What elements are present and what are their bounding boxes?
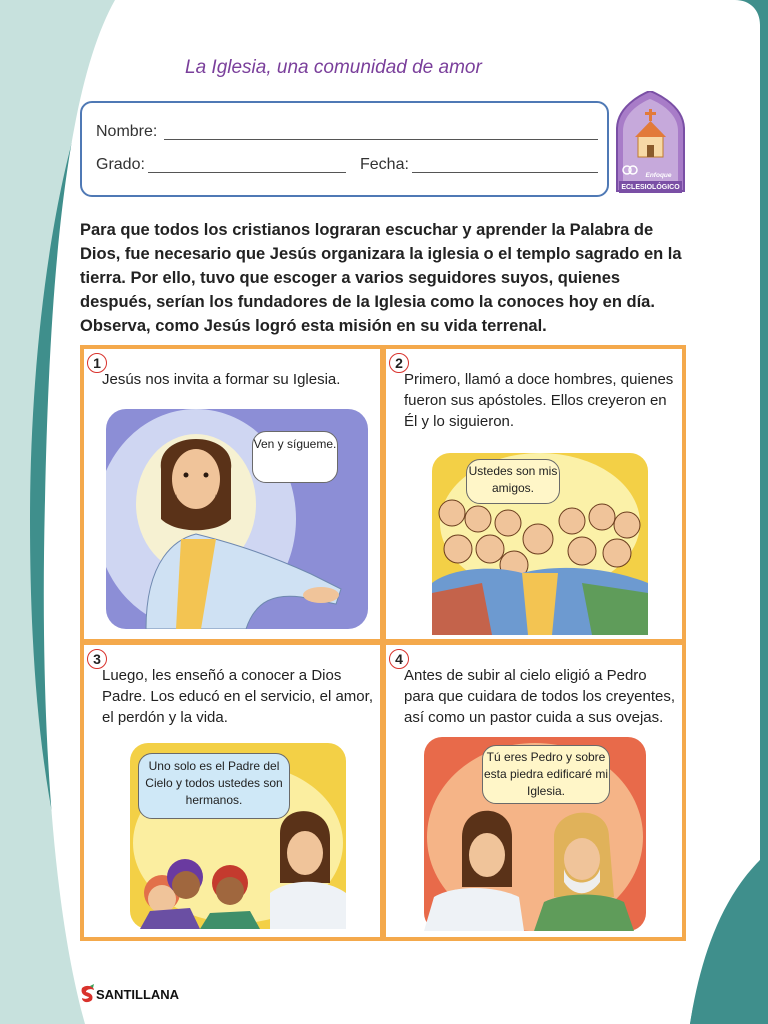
comic-grid [80, 345, 686, 941]
santillana-logo-icon [80, 984, 96, 1004]
worksheet-title: La Iglesia, una comunidad de amor [185, 57, 482, 78]
fecha-label: Fecha: [360, 156, 409, 173]
badge-line2: ECLESIOLÓGICO [621, 184, 680, 191]
panel-text: Luego, les enseñó a conocer a Dios Padre. Los educó en el servicio, el amor, el perdón y la vida. [102, 667, 373, 726]
panel-number: 4 [389, 649, 409, 669]
grado-field[interactable] [148, 172, 346, 173]
intro-paragraph: Para que todos los cristianos lograran escuchar y aprender la Palabra de Dios, fue necesario que Jesús organizara la iglesia o el templo sagrado en la tierra. Por ello, tuvo que escoger a varios seguidores suyos, quienes después, serían los fundadores de la Iglesia como la conoces hoy en día. Observa, como Jesús logró esta misión en su vida terrenal. [80, 221, 682, 335]
grado-label: Grado: [96, 156, 145, 173]
church-icon [613, 91, 688, 197]
speech-bubble: Ustedes son mis amigos. [466, 459, 560, 504]
panel-3 [84, 645, 380, 937]
panel-number: 2 [389, 353, 409, 373]
panel-text: Jesús nos invita a formar su Iglesia. [102, 371, 341, 388]
speech-bubble: Tú eres Pedro y sobre esta piedra edificaré mi Iglesia. [482, 745, 610, 804]
nombre-label: Nombre: [96, 123, 158, 140]
student-info-box [80, 101, 609, 197]
fecha-field[interactable] [412, 172, 598, 173]
speech-bubble: Uno solo es el Padre del Cielo y todos ustedes son hermanos. [138, 753, 290, 819]
panel-4 [386, 645, 682, 937]
publisher-name: SANTILLANA [96, 987, 180, 1002]
panel-number: 1 [87, 353, 107, 373]
eclesiologico-badge [613, 91, 688, 197]
speech-bubble: Ven y sígueme. [252, 431, 338, 483]
panel-1 [84, 349, 380, 639]
nombre-field[interactable] [164, 139, 598, 140]
panel-text: Antes de subir al cielo eligió a Pedro para que cuidara de todos los creyentes, así como un pastor cuida a sus ovejas. [404, 667, 676, 726]
badge-line1: Enfoque [645, 172, 672, 179]
panel-text: Primero, llamó a doce hombres, quienes fueron sus apóstoles. Ellos creyeron en Él y lo siguieron. [404, 371, 674, 430]
panel-number: 3 [87, 649, 107, 669]
panel-2 [386, 349, 682, 639]
